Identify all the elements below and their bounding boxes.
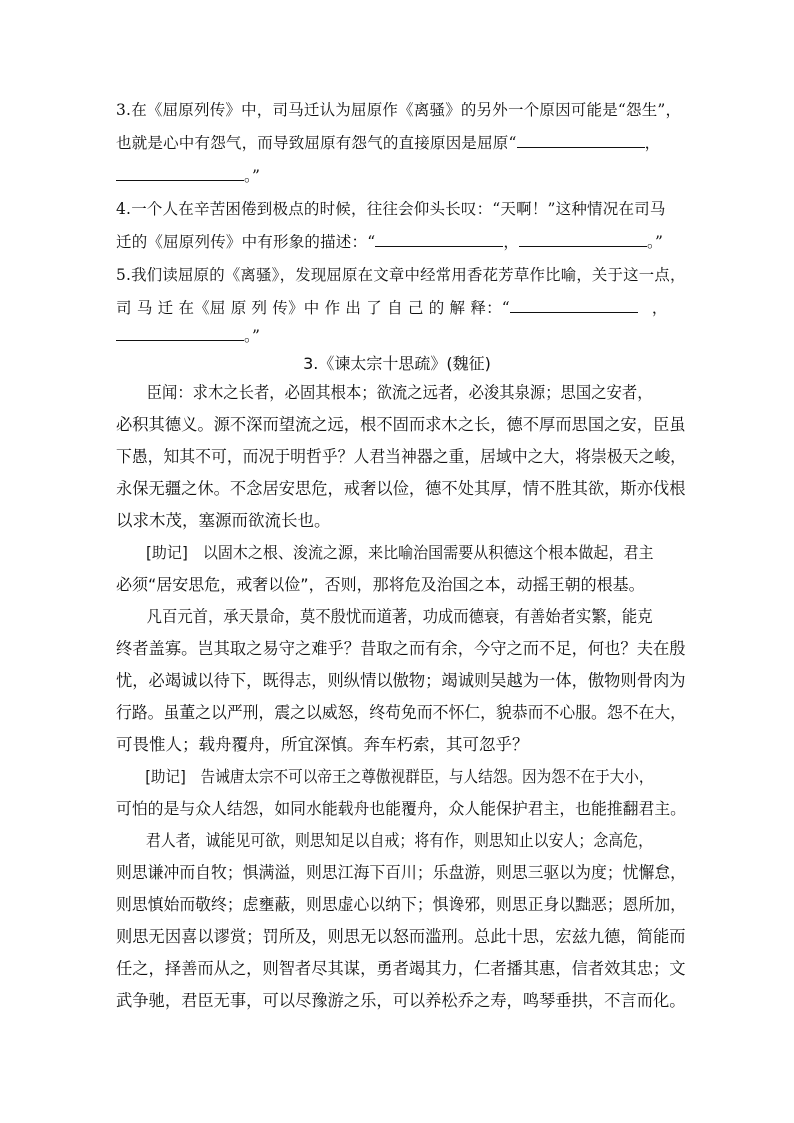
text-line: 以求木茂，塞源而欲流长也。 (116, 511, 331, 530)
text-line: 凡百元首，承天景命，莫不殷忧而道著，功成而德衰，有善始者实繁，能克 (146, 607, 653, 626)
question-3-line-2 (116, 131, 686, 153)
note-1 (116, 537, 686, 601)
section-heading: 3.《谏太宗十思疏》(魏征) (303, 354, 491, 373)
text-line: 任之，择善而从之，则智者尽其谋，勇者竭其力，仁者播其惠，信者效其忠；文 (116, 959, 686, 978)
text-line: 行路。虽董之以严刑，震之以威怒，终苟免而不怀仁，貌恭而不心服。怨不在大， (116, 703, 686, 722)
text-line: 君人者，诚能见可欲，则思知足以自戒；将有作，则思知止以安人；念高危， (145, 831, 654, 850)
paragraph-1 (116, 377, 686, 537)
answer-blank[interactable] (116, 326, 244, 341)
text-line: 臣闻：求木之长者，必固其根本；欲流之远者，必浚其泉源；思国之安者， (146, 383, 653, 402)
answer-blank[interactable] (517, 133, 645, 148)
question-4-line-2-text: 迁的《屈原列传》中有形象的描述：“ (116, 233, 376, 251)
question-4 (116, 197, 686, 219)
closing-quote: 。” (647, 233, 664, 251)
text-line: 必积其德义。源不深而望流之远，根不固而求木之长，德不厚而思国之安，臣虽 (116, 415, 686, 434)
question-4-line-2 (116, 230, 686, 252)
text-line: 下愚，知其不可，而况于明哲乎？人君当神器之重，居域中之大，将崇极天之峻， (116, 447, 686, 466)
question-5-line-2 (116, 296, 686, 318)
answer-blank[interactable] (510, 298, 638, 313)
question-3 (116, 98, 686, 120)
closing-quote: 。” (244, 167, 261, 185)
note-2 (116, 761, 686, 825)
question-4-line-1: 4.一个人在辛苦困倦到极点的时候，往往会仰头长叹：“天啊！”这种情况在司马 (116, 200, 666, 218)
question-3-line-2-text: 也就是心中有怨气，而导致屈原有怨气的直接原因是屈原“ (116, 134, 517, 152)
text-line: 则思谦冲而自牧；惧满溢，则思江海下百川；乐盘游，则思三驱以为度；忧懈怠， (116, 863, 686, 882)
question-5 (116, 263, 686, 285)
text-line: 可畏惟人；载舟覆舟，所宜深慎。奔车朽索，其可忽乎？ (116, 735, 529, 754)
question-3-line-3 (116, 164, 686, 186)
answer-blank[interactable] (116, 166, 244, 181)
text-line: 武争驰，君臣无事，可以尽豫游之乐，可以养松乔之寿，鸣琴垂拱，不言而化。 (116, 991, 686, 1010)
text-line: 永保无疆之休。不念居安思危，戒奢以俭，德不处其厚，情不胜其欲，斯亦伐根 (116, 479, 686, 498)
closing-quote: 。” (244, 327, 261, 345)
note-line: [助记] 告诫唐太宗不可以帝王之尊傲视群臣，与人结怨。因为怨不在于大小， (145, 767, 654, 786)
note-line: [助记] 以固木之根、浚流之源，来比喻治国需要从积德这个根本做起，君主 (146, 543, 654, 562)
question-5-line-1: 5.我们读屈原的《离骚》，发现屈原在文章中经常用香花芳草作比喻，关于这一点， (116, 266, 686, 284)
question-5-line-2-text: 司 马 迁 在《屈 原 列 传》中 作 出 了 自 己 的 解 释：“ (116, 299, 510, 317)
question-3-line-1: 3.在《屈原列传》中，司马迁认为屈原作《离骚》的另外一个原因可能是“怨生”， (116, 101, 682, 119)
answer-blank[interactable] (519, 232, 647, 247)
paragraph-3 (116, 825, 686, 1017)
comma: ， (651, 299, 668, 317)
note-line: 可怕的是与众人结怨，如同水能载舟也能覆舟，众人能保护君主，也能推翻君主。 (116, 799, 687, 818)
text-line: 忧，必竭诚以待下，既得志，则纵情以傲物；竭诚则吴越为一体，傲物则骨肉为 (116, 671, 686, 690)
answer-blank[interactable] (375, 232, 503, 247)
paragraph-2 (116, 601, 686, 761)
text-line: 则思慎始而敬终；虑壅蔽，则思虚心以纳下；惧谗邪，则思正身以黜恶；恩所加， (116, 895, 686, 914)
text-line: 则思无因喜以谬赏；罚所及，则思无以怒而滥刑。总此十思，宏兹九德，简能而 (116, 927, 686, 946)
comma: ， (644, 134, 661, 152)
note-line: 必须“居安思危，戒奢以俭”，否则，那将危及治国之本，动摇王朝的根基。 (116, 575, 645, 594)
question-5-line-3 (116, 324, 686, 346)
text-line: 终者盖寡。岂其取之易守之难乎？昔取之而有余，今守之而不足，何也？夫在殷 (116, 639, 686, 658)
comma: ， (503, 233, 520, 251)
